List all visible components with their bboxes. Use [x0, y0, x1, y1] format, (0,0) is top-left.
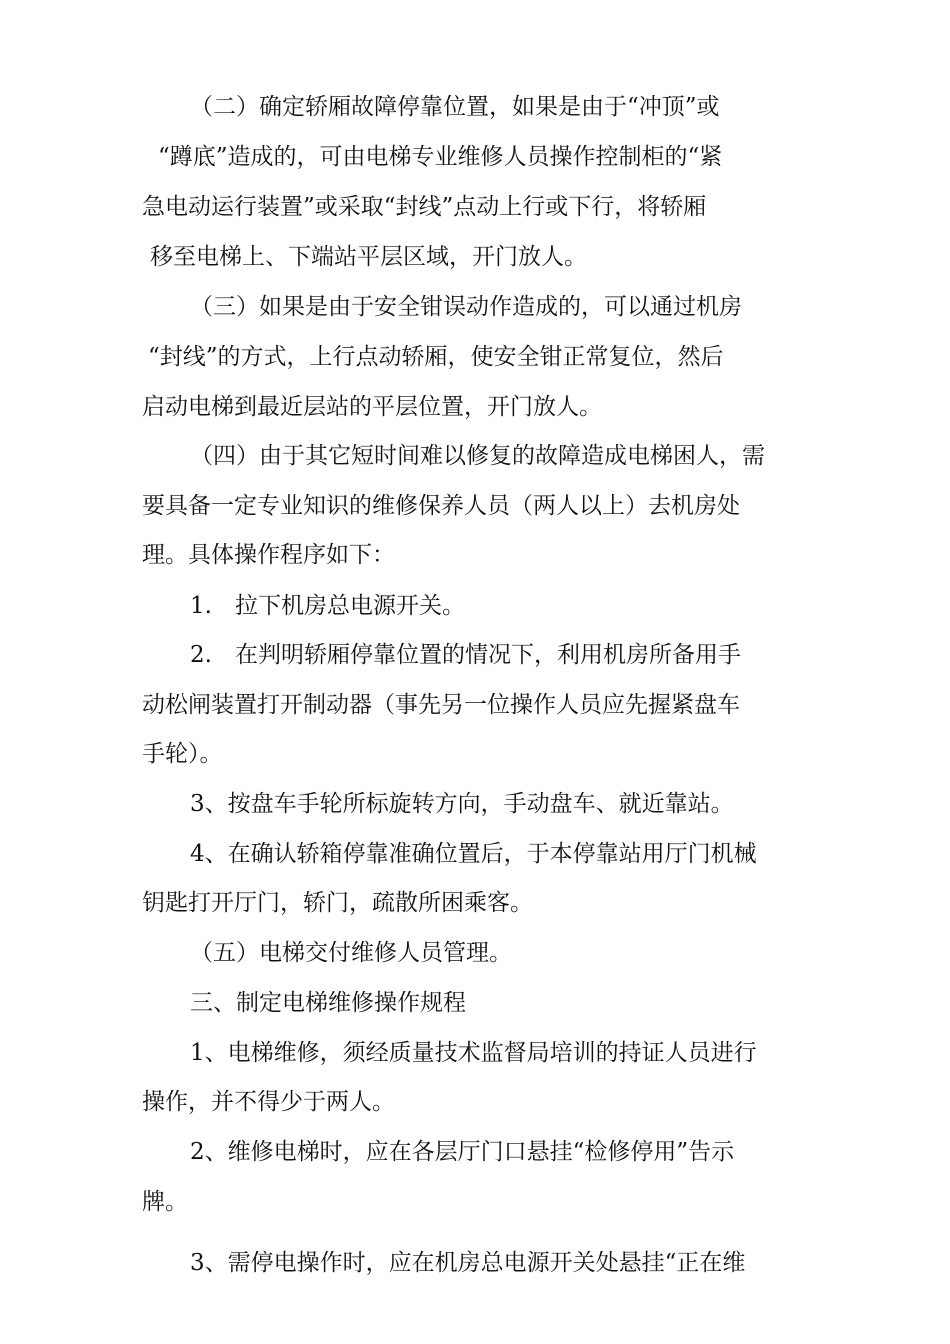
paragraph-2-line-4: 移至电梯上、下端站平层区域，开门放人。 — [150, 244, 587, 270]
step-2-line-3: 手轮）。 — [142, 741, 223, 767]
rule-2-line-1: 2、维修电梯时，应在各层厅门口悬挂“检修停用”告示 — [190, 1139, 735, 1165]
paragraph-4-line-2: 要具备一定专业知识的维修保养人员（两人以上）去机房处 — [142, 493, 740, 519]
paragraph-3-line-1: （三）如果是由于安全钳误动作造成的，可以通过机房 — [190, 294, 742, 320]
paragraph-2-line-2: “蹲底”造成的，可由电梯专业维修人员操作控制柜的“紧 — [158, 144, 723, 170]
paragraph-2-line-3: 急电动运行装置”或采取“封线”点动上行或下行，将轿厢 — [142, 194, 707, 220]
step-3: 3、按盘车手轮所标旋转方向，手动盘车、就近靠站。 — [190, 791, 734, 817]
step-4-line-1: 4、在确认轿箱停靠准确位置后，于本停靠站用厅门机械 — [190, 841, 757, 867]
step-1: 1. 拉下机房总电源开关。 — [190, 593, 465, 619]
rule-1-line-2: 操作，并不得少于两人。 — [142, 1089, 395, 1115]
paragraph-3-line-2: “封线”的方式，上行点动轿厢，使安全钳正常复位，然后 — [148, 344, 724, 370]
paragraph-4-line-3: 理。具体操作程序如下： — [142, 542, 395, 568]
section-3-heading: 三、制定电梯维修操作规程 — [190, 990, 466, 1016]
step-2-line-1: 2. 在判明轿厢停靠位置的情况下，利用机房所备用手 — [190, 642, 741, 668]
rule-3-line-1: 3、需停电操作时，应在机房总电源开关处悬挂“正在维 — [190, 1250, 746, 1276]
step-2-line-2: 动松闸装置打开制动器（事先另一位操作人员应先握紧盘车 — [142, 692, 740, 718]
rule-2-line-2: 牌。 — [142, 1189, 188, 1215]
rule-1-line-1: 1、电梯维修，须经质量技术监督局培训的持证人员进行 — [190, 1040, 757, 1066]
step-4-line-2: 钥匙打开厅门，轿门，疏散所困乘客。 — [142, 890, 533, 916]
paragraph-2-line-1: （二）确定轿厢故障停靠位置，如果是由于“冲顶”或 — [190, 94, 720, 120]
paragraph-5: （五）电梯交付维修人员管理。 — [190, 940, 512, 966]
paragraph-4-line-1: （四）由于其它短时间难以修复的故障造成电梯困人，需 — [190, 443, 765, 469]
paragraph-3-line-3: 启动电梯到最近层站的平层位置，开门放人。 — [142, 394, 602, 420]
